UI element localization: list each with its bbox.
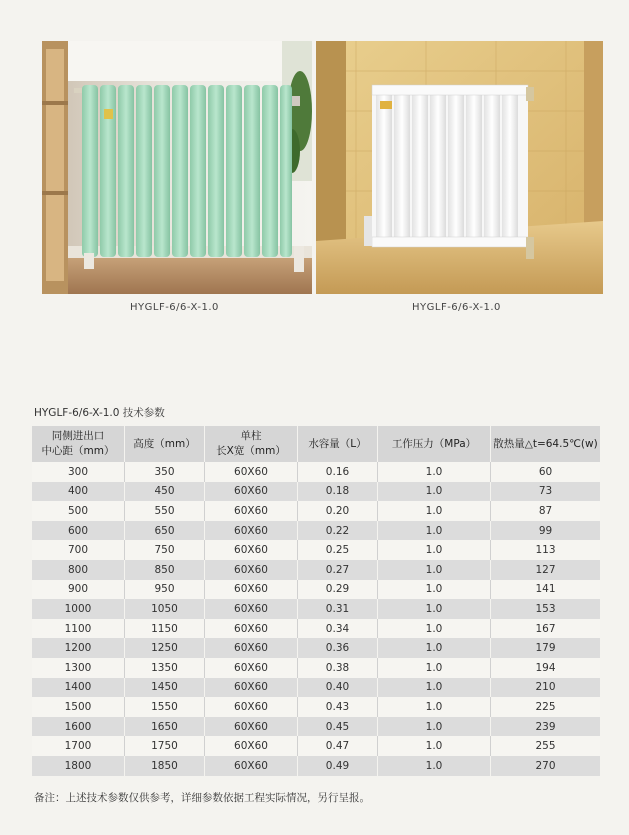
header-label: 水容量（L） (308, 437, 367, 450)
table-cell: 0.25 (298, 540, 378, 560)
table-cell: 113 (491, 540, 601, 560)
table-cell: 1750 (125, 736, 205, 756)
table-cell: 1.0 (378, 482, 491, 502)
table-cell: 99 (491, 521, 601, 541)
table-cell: 1650 (125, 717, 205, 737)
table-row (32, 736, 600, 756)
table-row (32, 462, 600, 482)
table-cell: 60X60 (205, 736, 298, 756)
header-heat-output (491, 426, 601, 462)
header-column-size (205, 426, 298, 462)
table-cell: 60X60 (205, 462, 298, 482)
table-cell: 60 (491, 462, 601, 482)
table-cell: 1850 (125, 756, 205, 776)
table-cell: 450 (125, 482, 205, 502)
table-cell: 1800 (32, 756, 125, 776)
table-cell: 255 (491, 736, 601, 756)
table-cell: 0.47 (298, 736, 378, 756)
product-photo-green-radiator (42, 41, 312, 294)
table-row (32, 599, 600, 619)
table-cell: 0.36 (298, 638, 378, 658)
table-cell: 210 (491, 678, 601, 698)
table-row (32, 482, 600, 502)
table-cell: 1550 (125, 697, 205, 717)
table-cell: 0.16 (298, 462, 378, 482)
table-cell: 650 (125, 521, 205, 541)
header-label: 单柱 长X宽（mm） (216, 430, 286, 457)
table-cell: 350 (125, 462, 205, 482)
header-working-pressure (378, 426, 491, 462)
table-cell: 1.0 (378, 619, 491, 639)
table-header-row (32, 426, 600, 462)
table-cell: 60X60 (205, 619, 298, 639)
table-cell: 239 (491, 717, 601, 737)
header-height (125, 426, 205, 462)
table-row (32, 501, 600, 521)
table-cell: 1.0 (378, 560, 491, 580)
table-cell: 0.49 (298, 756, 378, 776)
table-cell: 400 (32, 482, 125, 502)
header-center-distance (32, 426, 125, 462)
product-photo-white-radiator (316, 41, 603, 294)
table-title: HYGLF-6/6-X-1.0 技术参数 (34, 407, 165, 419)
table-cell: 1.0 (378, 756, 491, 776)
table-row (32, 697, 600, 717)
photo-caption-right: HYGLF-6/6-X-1.0 (412, 302, 501, 313)
table-cell: 600 (32, 521, 125, 541)
table-cell: 1.0 (378, 638, 491, 658)
table-cell: 194 (491, 658, 601, 678)
table-cell: 1300 (32, 658, 125, 678)
table-cell: 60X60 (205, 638, 298, 658)
header-label: 散热量△t=64.5℃(w) (493, 437, 598, 450)
table-cell: 1250 (125, 638, 205, 658)
table-cell: 153 (491, 599, 601, 619)
table-cell: 0.27 (298, 560, 378, 580)
table-cell: 87 (491, 501, 601, 521)
table-cell: 1.0 (378, 580, 491, 600)
table-cell: 0.20 (298, 501, 378, 521)
table-cell: 1.0 (378, 717, 491, 737)
table-cell: 1.0 (378, 462, 491, 482)
table-cell: 0.40 (298, 678, 378, 698)
table-cell: 60X60 (205, 678, 298, 698)
table-cell: 1400 (32, 678, 125, 698)
photo-caption-left: HYGLF-6/6-X-1.0 (130, 302, 219, 313)
table-row (32, 521, 600, 541)
table-cell: 1.0 (378, 678, 491, 698)
table-cell: 60X60 (205, 501, 298, 521)
table-cell: 850 (125, 560, 205, 580)
table-row (32, 658, 600, 678)
table-cell: 141 (491, 580, 601, 600)
table-cell: 60X60 (205, 521, 298, 541)
table-row (32, 756, 600, 776)
table-cell: 225 (491, 697, 601, 717)
table-cell: 1700 (32, 736, 125, 756)
header-label: 同侧进出口 中心距（mm） (41, 430, 115, 457)
spec-table (32, 426, 600, 776)
table-row (32, 678, 600, 698)
table-cell: 73 (491, 482, 601, 502)
table-row (32, 638, 600, 658)
table-row (32, 560, 600, 580)
table-row (32, 619, 600, 639)
table-cell: 1.0 (378, 658, 491, 678)
table-cell: 270 (491, 756, 601, 776)
table-cell: 1500 (32, 697, 125, 717)
table-cell: 60X60 (205, 658, 298, 678)
table-cell: 60X60 (205, 599, 298, 619)
table-cell: 127 (491, 560, 601, 580)
table-cell: 1200 (32, 638, 125, 658)
spec-table-body (32, 462, 600, 776)
table-cell: 0.22 (298, 521, 378, 541)
table-cell: 300 (32, 462, 125, 482)
header-label: 工作压力（MPa） (391, 437, 477, 450)
table-cell: 1000 (32, 599, 125, 619)
table-cell: 1.0 (378, 599, 491, 619)
table-cell: 800 (32, 560, 125, 580)
table-cell: 0.43 (298, 697, 378, 717)
table-cell: 0.45 (298, 717, 378, 737)
table-cell: 1.0 (378, 521, 491, 541)
table-cell: 1.0 (378, 736, 491, 756)
table-cell: 167 (491, 619, 601, 639)
table-cell: 1600 (32, 717, 125, 737)
table-cell: 0.34 (298, 619, 378, 639)
table-cell: 0.31 (298, 599, 378, 619)
table-cell: 1.0 (378, 697, 491, 717)
table-cell: 60X60 (205, 540, 298, 560)
table-cell: 60X60 (205, 482, 298, 502)
footnote: 备注：上述技术参数仅供参考，详细参数依据工程实际情况，另行呈报。 (34, 792, 370, 804)
header-label: 高度（mm） (133, 437, 196, 450)
table-row (32, 580, 600, 600)
table-cell: 1.0 (378, 501, 491, 521)
table-cell: 750 (125, 540, 205, 560)
table-cell: 0.29 (298, 580, 378, 600)
table-cell: 700 (32, 540, 125, 560)
table-cell: 900 (32, 580, 125, 600)
header-water-capacity (298, 426, 378, 462)
table-cell: 1100 (32, 619, 125, 639)
table-cell: 60X60 (205, 756, 298, 776)
table-cell: 500 (32, 501, 125, 521)
table-cell: 0.18 (298, 482, 378, 502)
table-cell: 1350 (125, 658, 205, 678)
table-cell: 60X60 (205, 717, 298, 737)
table-row (32, 717, 600, 737)
table-row (32, 540, 600, 560)
table-cell: 950 (125, 580, 205, 600)
table-cell: 60X60 (205, 697, 298, 717)
table-cell: 60X60 (205, 580, 298, 600)
table-cell: 1.0 (378, 540, 491, 560)
table-cell: 1050 (125, 599, 205, 619)
table-cell: 1150 (125, 619, 205, 639)
table-cell: 1450 (125, 678, 205, 698)
table-cell: 179 (491, 638, 601, 658)
table-cell: 550 (125, 501, 205, 521)
table-cell: 60X60 (205, 560, 298, 580)
table-cell: 0.38 (298, 658, 378, 678)
